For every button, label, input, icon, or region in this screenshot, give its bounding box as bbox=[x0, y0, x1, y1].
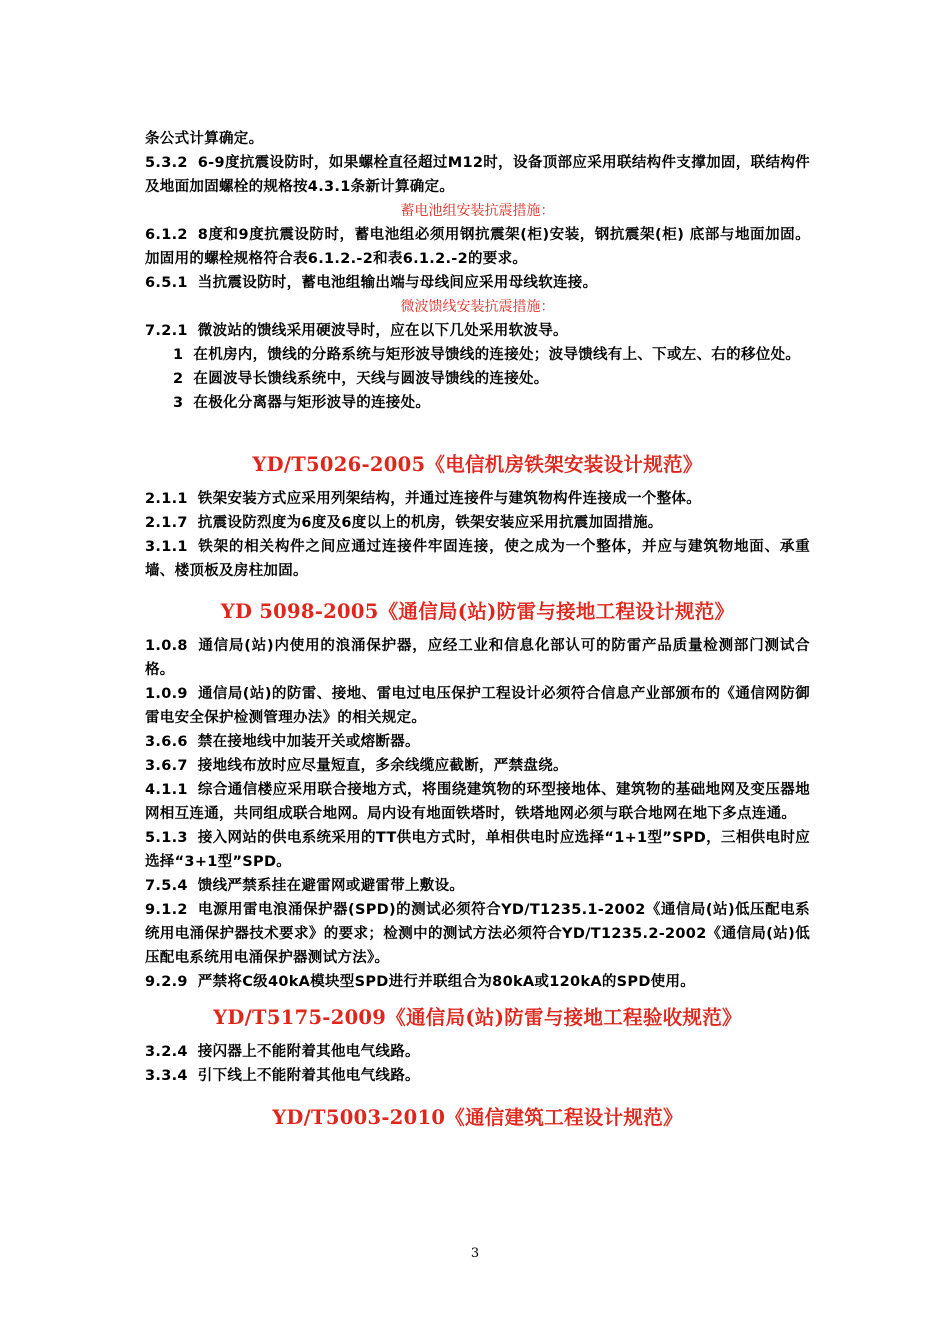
list-item bbox=[145, 391, 810, 415]
clause-number: 5.1.3 bbox=[145, 830, 188, 846]
paragraph bbox=[145, 1064, 810, 1088]
section-title: YD/T5026-2005《电信机房铁架安装设计规范》 bbox=[252, 453, 703, 476]
paragraph bbox=[145, 151, 810, 199]
clause-number: 7.2.1 bbox=[145, 323, 188, 339]
paragraph bbox=[145, 730, 810, 754]
paragraph bbox=[145, 127, 810, 151]
paragraph bbox=[145, 682, 810, 730]
page-content bbox=[145, 127, 810, 1140]
clause-number: 1.0.8 bbox=[145, 638, 188, 654]
paragraph-text: 综合通信楼应采用联合接地方式，将围绕建筑物的环型接地体、建筑物的基础地网及变压器地网相互连通，共同组成联合地网。局内设有地面铁塔时，铁塔地网必须与联合地网在地下多点连通。 bbox=[145, 782, 810, 822]
item-text: 在圆波导长馈线系统中，天线与圆波导馈线的连接处。 bbox=[193, 371, 549, 387]
item-number: 1 bbox=[173, 347, 184, 363]
paragraph-text: 接闪器上不能附着其他电气线路。 bbox=[197, 1044, 420, 1060]
section-title: YD/T5003-2010《通信建筑工程设计规范》 bbox=[272, 1106, 683, 1129]
clause-number: 2.1.1 bbox=[145, 491, 188, 507]
clause-number: 6.1.2 bbox=[145, 227, 188, 243]
list-item bbox=[145, 367, 810, 391]
item-text: 在极化分离器与矩形波导的连接处。 bbox=[193, 395, 431, 411]
paragraph-text: 当抗震设防时，蓄电池组输出端与母线间应采用母线软连接。 bbox=[197, 275, 598, 291]
paragraph bbox=[145, 319, 810, 343]
paragraph-text: 微波站的馈线采用硬波导时，应在以下几处采用软波导。 bbox=[197, 323, 568, 339]
clause-number: 7.5.4 bbox=[145, 878, 188, 894]
clause-number: 6.5.1 bbox=[145, 275, 188, 291]
section-title: YD 5098-2005《通信局(站)防雷与接地工程设计规范》 bbox=[220, 600, 735, 623]
paragraph bbox=[145, 487, 810, 511]
paragraph-text: 6-9度抗震设防时，如果螺栓直径超过M12时，设备顶部应采用联结构件支撑加固，联结构件及地面加固螺栓的规格按4.3.1条新计算确定。 bbox=[145, 155, 810, 195]
paragraph-text: 铁架的相关构件之间应通过连接件牢固连接，使之成为一个整体，并应与建筑物地面、承重墙、楼顶板及房柱加固。 bbox=[145, 539, 810, 579]
paragraph bbox=[145, 778, 810, 826]
clause-number: 1.0.9 bbox=[145, 686, 188, 702]
clause-number: 9.1.2 bbox=[145, 902, 188, 918]
list-item bbox=[145, 343, 810, 367]
paragraph bbox=[145, 754, 810, 778]
item-text: 在机房内，馈线的分路系统与矩形波导馈线的连接处；波导馈线有上、下或左、右的移位处。 bbox=[193, 347, 801, 363]
clause-number: 3.6.7 bbox=[145, 758, 188, 774]
section-title: YD/T5175-2009《通信局(站)防雷与接地工程验收规范》 bbox=[213, 1006, 742, 1029]
item-number: 2 bbox=[173, 371, 184, 387]
clause-number: 3.6.6 bbox=[145, 734, 188, 750]
paragraph-text: 电源用雷电浪涌保护器(SPD)的测试必须符合YD/T1235.1-2002《通信局(站)低压配电系统用电涌保护器技术要求》的要求；检测中的测试方法必须符合YD/T1235.2-2002《通信局(站)低压配电系统用电涌保护器测试方法》。 bbox=[145, 902, 810, 966]
paragraph-text: 通信局(站)内使用的浪涌保护器，应经工业和信息化部认可的防雷产品质量检测部门测试合格。 bbox=[145, 638, 810, 678]
subheading: 蓄电池组安装抗震措施： bbox=[400, 203, 555, 219]
paragraph-text: 严禁将C级40kA模块型SPD进行并联组合为80kA或120kA的SPD使用。 bbox=[197, 974, 696, 990]
paragraph-text: 条公式计算确定。 bbox=[145, 131, 264, 147]
paragraph bbox=[145, 1040, 810, 1064]
paragraph-text: 接地线布放时应尽量短直，多余线缆应截断，严禁盘绕。 bbox=[197, 758, 568, 774]
paragraph bbox=[145, 535, 810, 583]
item-number: 3 bbox=[173, 395, 184, 411]
page-number: 3 bbox=[470, 1246, 480, 1261]
paragraph-text: 禁在接地线中加装开关或熔断器。 bbox=[197, 734, 420, 750]
paragraph bbox=[145, 970, 810, 994]
clause-number: 3.2.4 bbox=[145, 1044, 188, 1060]
paragraph bbox=[145, 511, 810, 535]
paragraph bbox=[145, 898, 810, 970]
clause-number: 2.1.7 bbox=[145, 515, 188, 531]
clause-number: 9.2.9 bbox=[145, 974, 188, 990]
paragraph-text: 接入网站的供电系统采用的TT供电方式时，单相供电时应选择“1+1型”SPD，三相供电时应选择“3+1型”SPD。 bbox=[145, 830, 810, 870]
paragraph bbox=[145, 223, 810, 271]
paragraph-text: 馈线严禁系挂在避雷网或避雷带上敷设。 bbox=[197, 878, 465, 894]
paragraph bbox=[145, 271, 810, 295]
clause-number: 3.3.4 bbox=[145, 1068, 188, 1084]
clause-number: 5.3.2 bbox=[145, 155, 188, 171]
paragraph bbox=[145, 826, 810, 874]
paragraph bbox=[145, 634, 810, 682]
clause-number: 3.1.1 bbox=[145, 539, 188, 555]
subheading: 微波馈线安装抗震措施： bbox=[400, 299, 555, 315]
clause-number: 4.1.1 bbox=[145, 782, 188, 798]
paragraph-text: 通信局(站)的防雷、接地、雷电过电压保护工程设计必须符合信息产业部颁布的《通信网防御雷电安全保护检测管理办法》的相关规定。 bbox=[145, 686, 810, 726]
paragraph-text: 铁架安装方式应采用列架结构，并通过连接件与建筑物构件连接成一个整体。 bbox=[197, 491, 701, 507]
paragraph-text: 8度和9度抗震设防时，蓄电池组必须用钢抗震架(柜)安装，钢抗震架(柜) 底部与地面加固。加固用的螺栓规格符合表6.1.2.-2和表6.1.2.-2的要求。 bbox=[145, 227, 810, 267]
paragraph-text: 抗震设防烈度为6度及6度以上的机房，铁架安装应采用抗震加固措施。 bbox=[197, 515, 663, 531]
paragraph-text: 引下线上不能附着其他电气线路。 bbox=[197, 1068, 420, 1084]
paragraph bbox=[145, 874, 810, 898]
